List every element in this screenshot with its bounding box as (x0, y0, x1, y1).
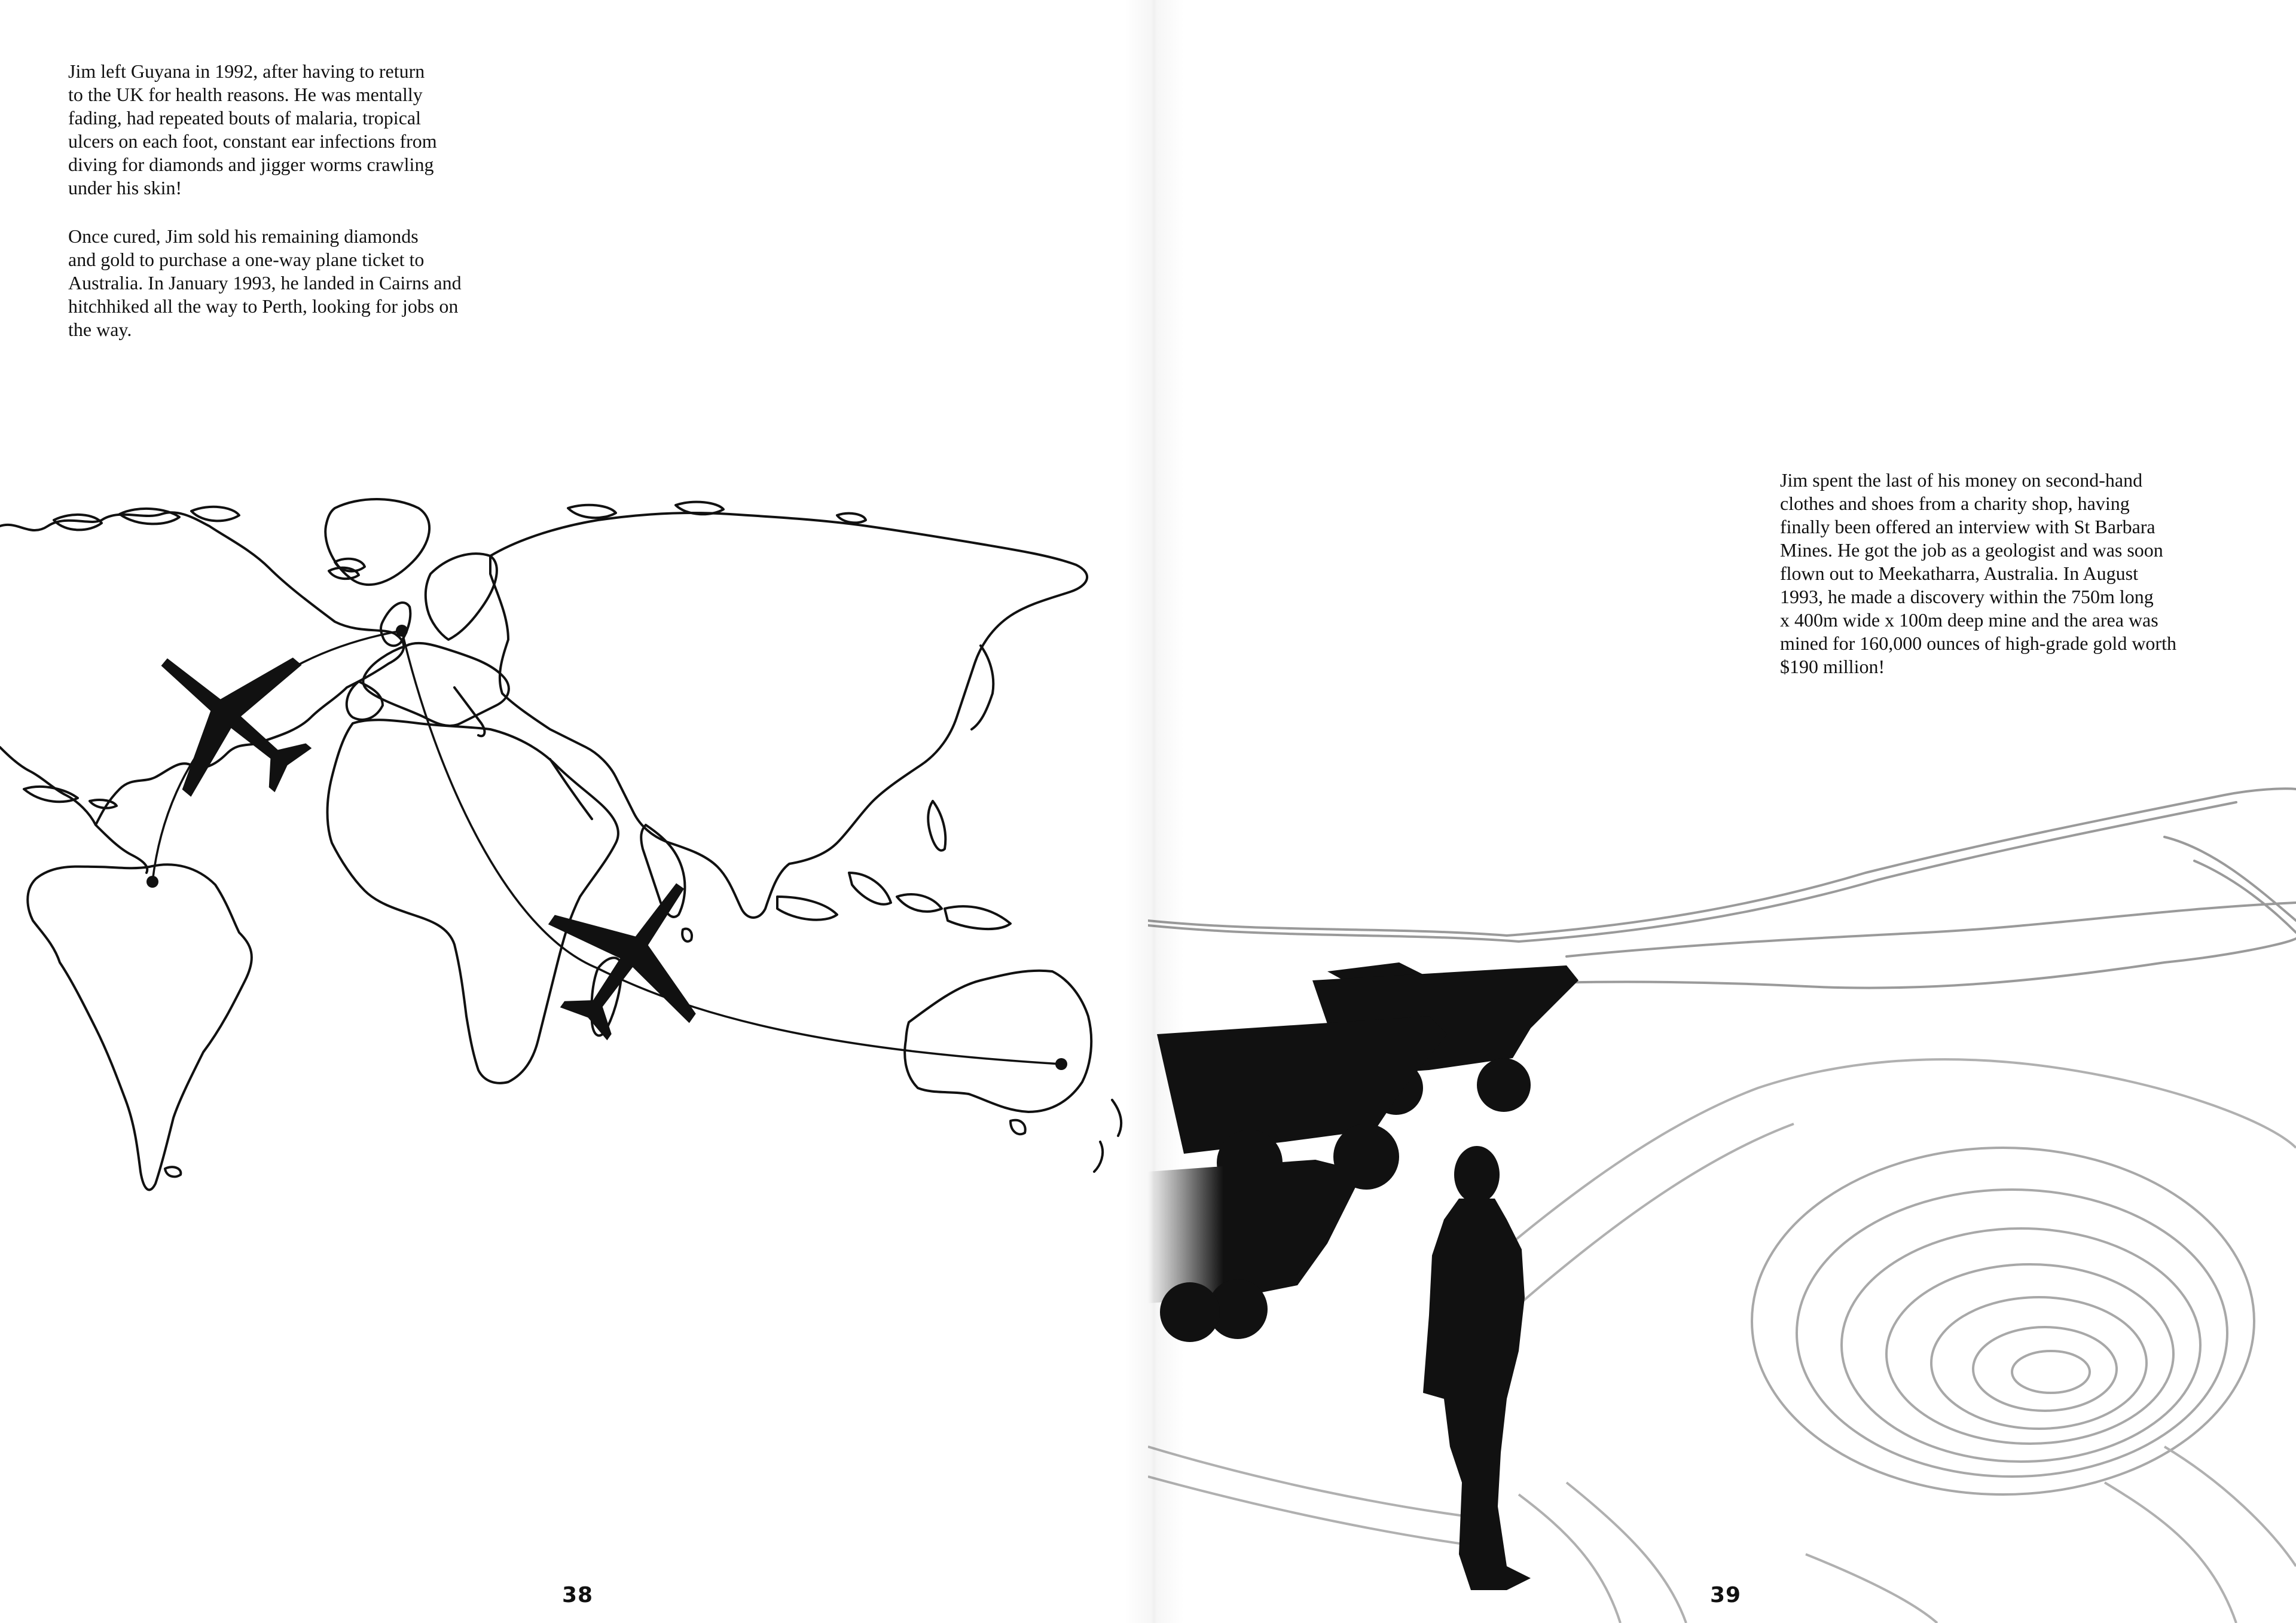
map-new-zealand (1094, 1100, 1121, 1172)
pit-contour (1931, 1297, 2147, 1429)
map-europe (363, 643, 509, 726)
dump-truck-silhouette (1148, 1160, 1363, 1342)
page-number: 39 (1710, 1583, 1742, 1607)
map-philippines (928, 801, 945, 851)
pit-ramp (1148, 1447, 1483, 1518)
map-south-america (28, 864, 252, 1190)
map-indonesia-1 (777, 897, 837, 920)
right-page (1148, 0, 2296, 1623)
pit-ramp (1567, 1483, 1686, 1623)
pit-ramp (2105, 1483, 2236, 1623)
map-red-sea (550, 759, 592, 819)
map-uk (381, 603, 410, 646)
pit-ramp (1507, 1124, 1794, 1315)
map-greenland (325, 499, 429, 585)
map-indonesia-3 (897, 894, 942, 912)
map-caribbean-2 (90, 800, 117, 808)
map-central-america (96, 825, 147, 873)
pit-contour (1797, 1190, 2227, 1477)
route-point-uk (396, 625, 408, 637)
right-paragraph: Jim spent the last of his money on second-hand clothes and shoes from a charity shop, having finally been offered an interview with St Barbara Mines. He got the job as a geologist and was soon flown out to Meekatharra, Australia. In August 1993, he made a discovery within the 750m long x 400m wide x 100m deep mine and the area was mined for 160,000 ounces of high-grade gold worth $190 million! (1780, 469, 2176, 677)
left-paragraph-2: Once cured, Jim sold his remaining diamonds and gold to purchase a one-way plane ticket to Australia. In January 1993, he landed in Cairns and hitchhiked all the way to Perth, looking for jobs on the way. (68, 225, 462, 340)
pit-ramp (2164, 1447, 2296, 1566)
map-scandinavia (426, 554, 497, 640)
page-number: 38 (562, 1583, 594, 1607)
map-new-guinea (945, 906, 1010, 929)
map-falklands (165, 1167, 181, 1176)
pit-ramp (1483, 1059, 2296, 1267)
route-uk-to-australia (402, 631, 1061, 1064)
pit-ramp (1806, 1554, 1937, 1623)
map-tasmania (1010, 1120, 1025, 1135)
map-arctic-island-3 (191, 507, 239, 521)
left-paragraph-1: Jim left Guyana in 1992, after having to return to the UK for health reasons. He was mentally fading, had repeated bouts of malaria, tropical ulcers on each foot, constant ear infections from diving for diamonds and jigger worms crawling under his skin! (68, 60, 437, 198)
map-sri-lanka (682, 929, 692, 942)
map-africa (328, 720, 618, 1083)
map-indonesia-2 (849, 873, 891, 904)
pit-contour (2012, 1351, 2090, 1393)
map-arctic-asia-3 (837, 514, 866, 523)
map-australia (905, 971, 1091, 1112)
terrain-line (2194, 861, 2296, 933)
terrain-line (1567, 903, 2296, 956)
route-point-south-america (146, 876, 158, 888)
map-japan (972, 646, 993, 729)
airplane-icon (513, 836, 750, 1073)
map-arctic-asia-1 (568, 505, 616, 518)
terrain-line (1148, 788, 2296, 936)
man-standing-silhouette (1423, 1146, 1531, 1590)
mine-illustration (1148, 0, 2296, 1623)
pit-contour (1973, 1327, 2117, 1411)
map-caribbean (24, 787, 78, 802)
map-asia (490, 513, 1087, 918)
route-point-australia (1055, 1058, 1067, 1070)
